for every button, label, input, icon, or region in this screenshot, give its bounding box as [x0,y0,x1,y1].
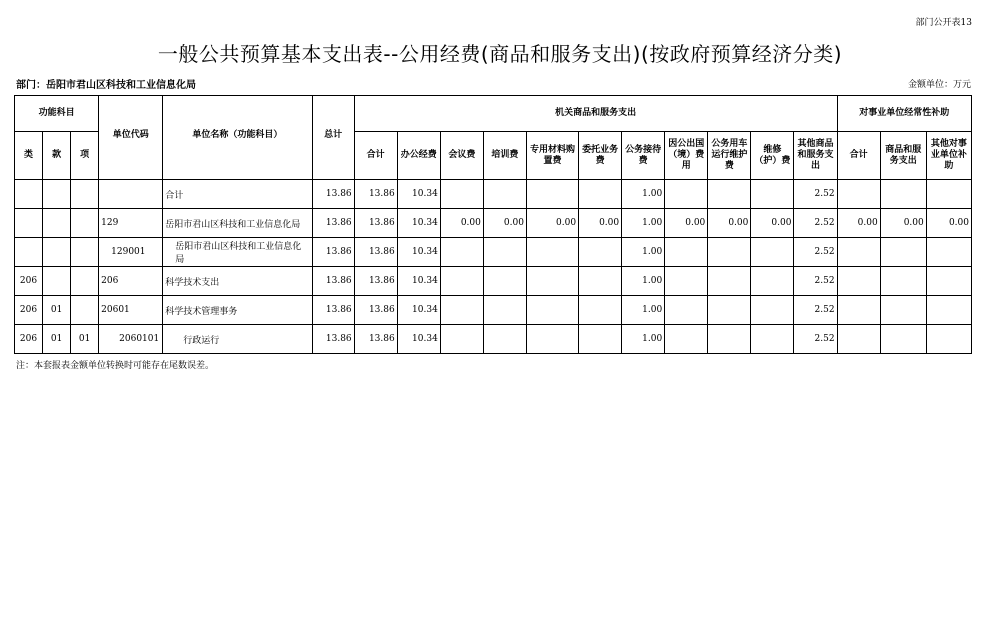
amount-cell: 0.00 [440,209,483,238]
amount-cell [665,267,708,296]
kuan-cell: 01 [43,296,71,325]
table-row [15,180,972,209]
xiang-cell [71,238,99,267]
amount-cell: 10.34 [397,296,440,325]
amount-cell [440,325,483,354]
table-row [15,325,972,354]
amount-cell [440,296,483,325]
unit-code-cell: 2060101 [99,325,163,354]
amount-cell: 0.00 [837,209,880,238]
amount-cell [526,325,578,354]
lei-cell [15,209,43,238]
amount-cell: 13.86 [354,325,397,354]
amount-cell [440,267,483,296]
amount-cell [751,180,794,209]
amount-cell [751,296,794,325]
amount-cell [665,238,708,267]
amount-cell [483,267,526,296]
unit-code-cell: 20601 [99,296,163,325]
amount-cell [751,238,794,267]
org-col-header: 其他商品和服务支出 [794,132,837,180]
amount-cell [837,238,880,267]
amount-cell [880,267,926,296]
table-row [15,267,972,296]
amount-cell [526,296,578,325]
amount-cell [579,296,622,325]
lei-cell [15,238,43,267]
amount-cell: 13.86 [354,180,397,209]
unit-code-cell [99,180,163,209]
amount-cell: 2.52 [794,180,837,209]
department-label: 部门：岳阳市君山区科技和工业信息化局 [16,80,196,91]
amount-cell [579,238,622,267]
amount-cell: 0.00 [483,209,526,238]
amount-cell [665,325,708,354]
amount-cell [526,267,578,296]
amount-cell: 1.00 [622,180,665,209]
amount-cell: 10.34 [397,180,440,209]
table-row [15,238,972,267]
amount-cell: 13.86 [312,296,354,325]
total-header: 总计 [312,96,354,180]
amount-cell: 2.52 [794,238,837,267]
amount-cell [526,180,578,209]
amount-cell [837,296,880,325]
org-col-header: 因公出国（境）费用 [665,132,708,180]
amount-cell: 13.86 [354,267,397,296]
amount-cell [926,180,971,209]
unit-name-cell: 岳阳市君山区科技和工业信息化局 [163,238,312,267]
amount-cell [440,180,483,209]
amount-cell: 0.00 [665,209,708,238]
unit-name-cell: 合计 [163,180,312,209]
amount-cell: 13.86 [312,180,354,209]
kuan-cell [43,209,71,238]
amount-cell [926,238,971,267]
org-col-header: 办公经费 [397,132,440,180]
amount-cell: 10.34 [397,267,440,296]
amount-cell [751,267,794,296]
amount-cell: 2.52 [794,267,837,296]
lei-cell: 206 [15,296,43,325]
kuan-cell: 01 [43,325,71,354]
amount-cell [483,296,526,325]
amount-cell [483,180,526,209]
amount-cell: 1.00 [622,296,665,325]
amount-cell: 13.86 [354,238,397,267]
xiang-header: 项 [71,132,99,180]
amount-cell: 10.34 [397,238,440,267]
amount-cell: 0.00 [526,209,578,238]
amount-cell [440,238,483,267]
kuan-cell [43,238,71,267]
amount-cell: 10.34 [397,325,440,354]
amount-cell: 13.86 [312,209,354,238]
amount-cell: 10.34 [397,209,440,238]
institution-subsidy-group-header: 对事业单位经常性补助 [837,96,971,132]
org-col-header: 公务用车运行维护费 [708,132,751,180]
amount-cell [837,180,880,209]
amount-cell [708,180,751,209]
amount-cell [579,180,622,209]
amount-cell [926,325,971,354]
amount-unit-label: 金额单位：万元 [907,80,971,90]
amount-cell [708,238,751,267]
org-col-header: 公务接待费 [622,132,665,180]
amount-cell: 1.00 [622,325,665,354]
amount-cell: 13.86 [354,296,397,325]
amount-cell: 1.00 [622,209,665,238]
amount-cell: 2.52 [794,325,837,354]
func-subject-header: 功能科目 [15,96,99,132]
amount-cell [880,180,926,209]
amount-cell [708,325,751,354]
amount-cell: 0.00 [880,209,926,238]
amount-cell: 0.00 [708,209,751,238]
amount-cell [751,325,794,354]
amount-cell [708,296,751,325]
unit-code-cell: 129001 [99,238,163,267]
amount-cell [880,325,926,354]
lei-cell: 206 [15,267,43,296]
xiang-cell [71,180,99,209]
amount-cell [708,267,751,296]
unit-code-header: 单位代码 [99,96,163,180]
amount-cell [483,325,526,354]
table-row [15,209,972,238]
table-row [15,296,972,325]
org-col-header: 专用材料购置费 [526,132,578,180]
amount-cell: 13.86 [312,325,354,354]
amount-cell [926,296,971,325]
amount-cell [837,267,880,296]
amount-cell [837,325,880,354]
amount-cell: 2.52 [794,209,837,238]
amount-cell [880,238,926,267]
footnote: 注：本套报表金额单位转换时可能存在尾数误差。 [16,361,215,371]
amount-cell [665,180,708,209]
xiang-cell: 01 [71,325,99,354]
amount-cell: 0.00 [926,209,971,238]
amount-cell [926,267,971,296]
org-col-header: 委托业务费 [579,132,622,180]
amount-cell: 0.00 [751,209,794,238]
amount-cell [579,325,622,354]
inst-col-header: 商品和服务支出 [880,132,926,180]
org-col-header: 培训费 [483,132,526,180]
lei-cell [15,180,43,209]
amount-cell: 0.00 [579,209,622,238]
amount-cell [579,267,622,296]
amount-cell [880,296,926,325]
amount-cell: 1.00 [622,267,665,296]
inst-col-header: 其他对事业单位补助 [926,132,971,180]
org-col-header: 合计 [354,132,397,180]
amount-cell: 13.86 [312,238,354,267]
amount-cell: 1.00 [622,238,665,267]
org-col-header: 会议费 [440,132,483,180]
unit-name-header: 单位名称（功能科目） [163,96,312,180]
unit-code-cell: 206 [99,267,163,296]
amount-cell: 13.86 [312,267,354,296]
amount-cell [483,238,526,267]
lei-header: 类 [15,132,43,180]
page-title: 一般公共预算基本支出表--公用经费(商品和服务支出)(按政府预算经济分类) [157,42,843,66]
lei-cell: 206 [15,325,43,354]
inst-col-header: 合计 [837,132,880,180]
unit-name-cell: 岳阳市君山区科技和工业信息化局 [163,209,312,238]
xiang-cell [71,209,99,238]
kuan-cell [43,267,71,296]
amount-cell: 13.86 [354,209,397,238]
org-expense-group-header: 机关商品和服务支出 [354,96,837,132]
xiang-cell [71,296,99,325]
amount-cell [665,296,708,325]
unit-name-cell: 科学技术支出 [163,267,312,296]
unit-code-cell: 129 [99,209,163,238]
amount-cell: 2.52 [794,296,837,325]
kuan-cell [43,180,71,209]
amount-cell [526,238,578,267]
org-col-header: 维修（护）费 [751,132,794,180]
xiang-cell [71,267,99,296]
expenditure-table [14,95,972,354]
report-number: 部门公开表13 [915,18,972,28]
unit-name-cell: 行政运行 [163,325,312,354]
unit-name-cell: 科学技术管理事务 [163,296,312,325]
kuan-header: 款 [43,132,71,180]
